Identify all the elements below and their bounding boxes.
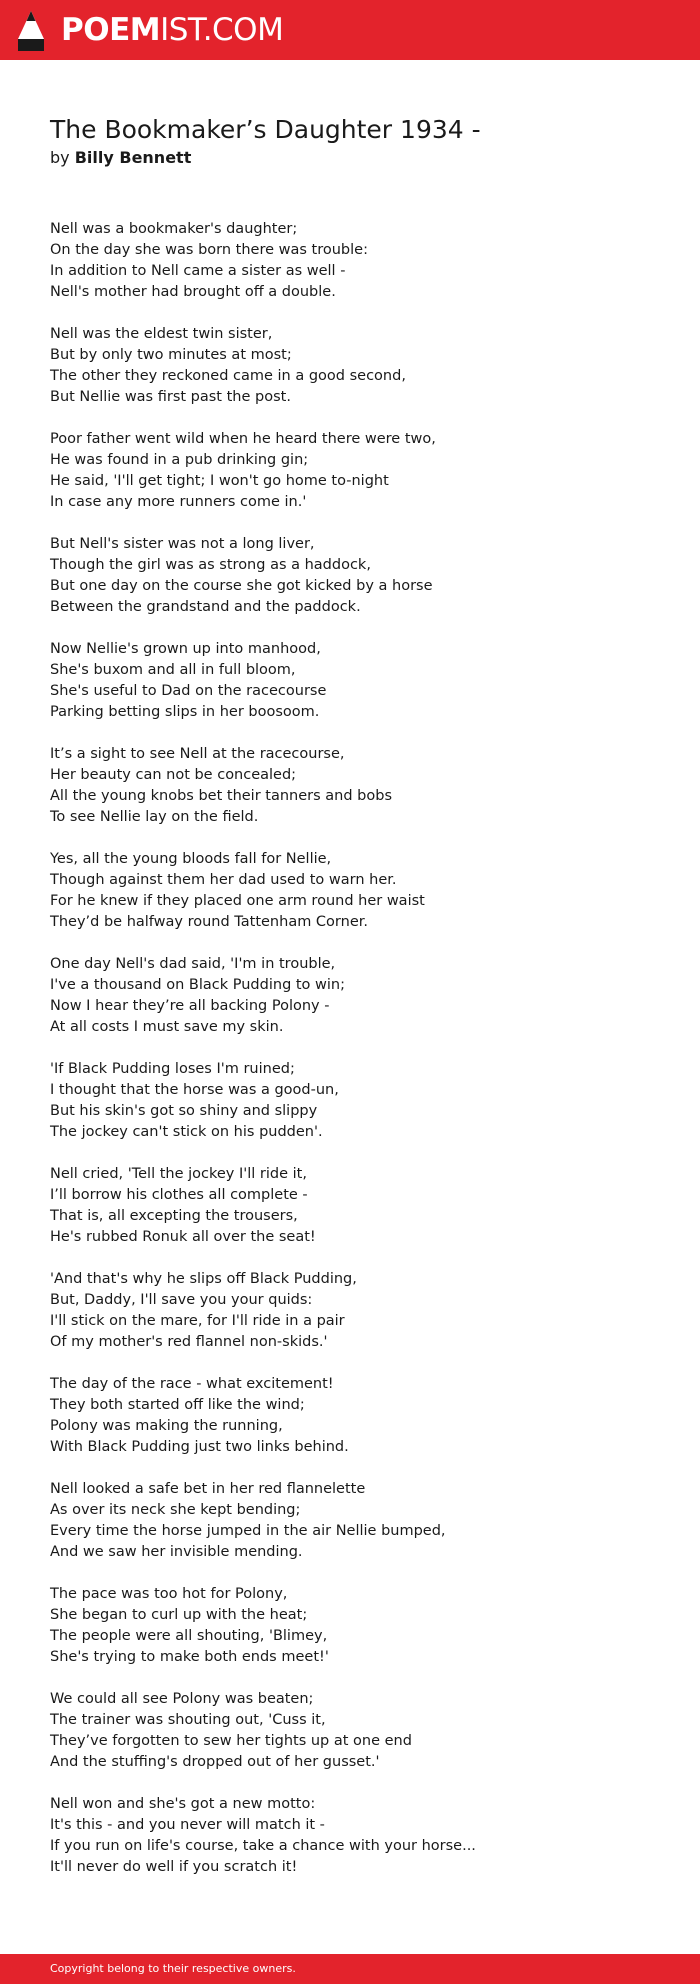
poem-line: And we saw her invisible mending. [50, 1544, 303, 1560]
copyright-text: Copyright belong to their respective owners. [50, 1962, 296, 1975]
poem-line: It'll never do well if you scratch it! [50, 1859, 298, 1875]
poem-line: He's rubbed Ronuk all over the seat! [50, 1229, 316, 1245]
poem-line: Polony was making the running, [50, 1418, 283, 1434]
poem-line: Yes, all the young bloods fall for Nellie, [50, 851, 332, 867]
poem-line: Her beauty can not be concealed; [50, 767, 297, 783]
site-header [0, 0, 700, 60]
poem-line: In case any more runners come in.' [50, 494, 307, 510]
stanza [50, 324, 660, 408]
stanza [50, 744, 660, 828]
poem-line: 'If Black Pudding loses I'm ruined; [50, 1061, 295, 1077]
poem-line: Nell won and she's got a new motto: [50, 1796, 316, 1812]
poem-line: The jockey can't stick on his pudden'. [50, 1124, 323, 1140]
poem-line: She's useful to Dad on the racecourse [50, 683, 327, 699]
poem-line: The pace was too hot for Polony, [50, 1586, 288, 1602]
poem-line: Now Nellie's grown up into manhood, [50, 641, 321, 657]
poem-line: The other they reckoned came in a good second, [50, 368, 406, 384]
author-name: Billy Bennett [74, 148, 192, 167]
stanza [50, 954, 660, 1038]
poem-line: He said, 'I'll get tight; I won't go home to-night [50, 473, 389, 489]
poem-line: Parking betting slips in her boosoom. [50, 704, 320, 720]
poem-line: And the stuffing's dropped out of her gusset.' [50, 1754, 380, 1770]
poem-line: It's this - and you never will match it - [50, 1817, 325, 1833]
stanza [50, 1374, 660, 1458]
poem-line: Though against them her dad used to warn her. [50, 872, 397, 888]
poem-line: They’d be halfway round Tattenham Corner. [50, 914, 368, 930]
poem-line: Though the girl was as strong as a haddock, [50, 557, 371, 573]
poem-line: It’s a sight to see Nell at the racecourse, [50, 746, 345, 762]
site-footer [0, 1954, 700, 1984]
byline [50, 147, 191, 169]
poem-line: They’ve forgotten to sew her tights up at one end [50, 1733, 412, 1749]
pencil-tip-icon[interactable] [18, 11, 44, 51]
stanza [50, 1059, 660, 1143]
poem-line: The people were all shouting, 'Blimey, [50, 1628, 328, 1644]
poem-line: As over its neck she kept bending; [50, 1502, 301, 1518]
poem-line: If you run on life's course, take a chance with your horse... [50, 1838, 476, 1854]
poem-line: We could all see Polony was beaten; [50, 1691, 314, 1707]
poem-line: But one day on the course she got kicked by a horse [50, 578, 433, 594]
poem-line: I thought that the horse was a good-un, [50, 1082, 339, 1098]
poem-line: She's buxom and all in full bloom, [50, 662, 296, 678]
poem-line: The trainer was shouting out, 'Cuss it, [50, 1712, 326, 1728]
poem-line: I've a thousand on Black Pudding to win; [50, 977, 346, 993]
poem-line: At all costs I must save my skin. [50, 1019, 284, 1035]
stanza [50, 1269, 660, 1353]
poem-line: One day Nell's dad said, 'I'm in trouble, [50, 956, 336, 972]
stanza [50, 1689, 660, 1773]
poem-line: In addition to Nell came a sister as well - [50, 263, 346, 279]
poem-line: Nell was a bookmaker's daughter; [50, 221, 298, 237]
poem-line: To see Nellie lay on the field. [50, 809, 259, 825]
stanza [50, 639, 660, 723]
poem-line: But Nell's sister was not a long liver, [50, 536, 315, 552]
poem-line: But, Daddy, I'll save you your quids: [50, 1292, 313, 1308]
stanza [50, 849, 660, 933]
stanza [50, 1584, 660, 1668]
poem-line: Every time the horse jumped in the air Nellie bumped, [50, 1523, 446, 1539]
poem-line: She began to curl up with the heat; [50, 1607, 308, 1623]
brand-name-bold: POEM [61, 12, 161, 48]
stanza [50, 534, 660, 618]
site-logo-link[interactable] [61, 12, 283, 48]
poem-line: But Nellie was first past the post. [50, 389, 291, 405]
poem-line: They both started off like the wind; [50, 1397, 305, 1413]
poem-line: Nell looked a safe bet in her red flannelette [50, 1481, 366, 1497]
poem-title: The Bookmaker’s Daughter 1934 - [50, 115, 481, 144]
poem-line: For he knew if they placed one arm round her waist [50, 893, 425, 909]
poem-line: He was found in a pub drinking gin; [50, 452, 309, 468]
poem-line: All the young knobs bet their tanners and bobs [50, 788, 392, 804]
poem-line: Between the grandstand and the paddock. [50, 599, 361, 615]
poem-line: I'll stick on the mare, for I'll ride in a pair [50, 1313, 345, 1329]
stanza [50, 429, 660, 513]
poem-body [50, 219, 660, 1899]
poem-line: 'And that's why he slips off Black Pudding, [50, 1271, 357, 1287]
poem-line: She's trying to make both ends meet!' [50, 1649, 329, 1665]
poem-line: Nell was the eldest twin sister, [50, 326, 273, 342]
poem-line: On the day she was born there was trouble: [50, 242, 368, 258]
poem-line: I’ll borrow his clothes all complete - [50, 1187, 308, 1203]
poem-line: Nell's mother had brought off a double. [50, 284, 336, 300]
by-prefix: by [50, 148, 70, 167]
stanza [50, 219, 660, 303]
stanza [50, 1164, 660, 1248]
poem-line: But by only two minutes at most; [50, 347, 292, 363]
poem-line: But his skin's got so shiny and slippy [50, 1103, 318, 1119]
stanza [50, 1794, 660, 1878]
poem-line: Of my mother's red flannel non-skids.' [50, 1334, 328, 1350]
poem-line: The day of the race - what excitement! [50, 1376, 334, 1392]
stanza [50, 1479, 660, 1563]
poem-line: Now I hear they’re all backing Polony - [50, 998, 330, 1014]
poem-line: Nell cried, 'Tell the jockey I'll ride it, [50, 1166, 307, 1182]
brand-name-light: IST.COM [160, 12, 284, 48]
poem-line: That is, all excepting the trousers, [50, 1208, 298, 1224]
poem-line: With Black Pudding just two links behind. [50, 1439, 349, 1455]
poem-line: Poor father went wild when he heard there were two, [50, 431, 436, 447]
